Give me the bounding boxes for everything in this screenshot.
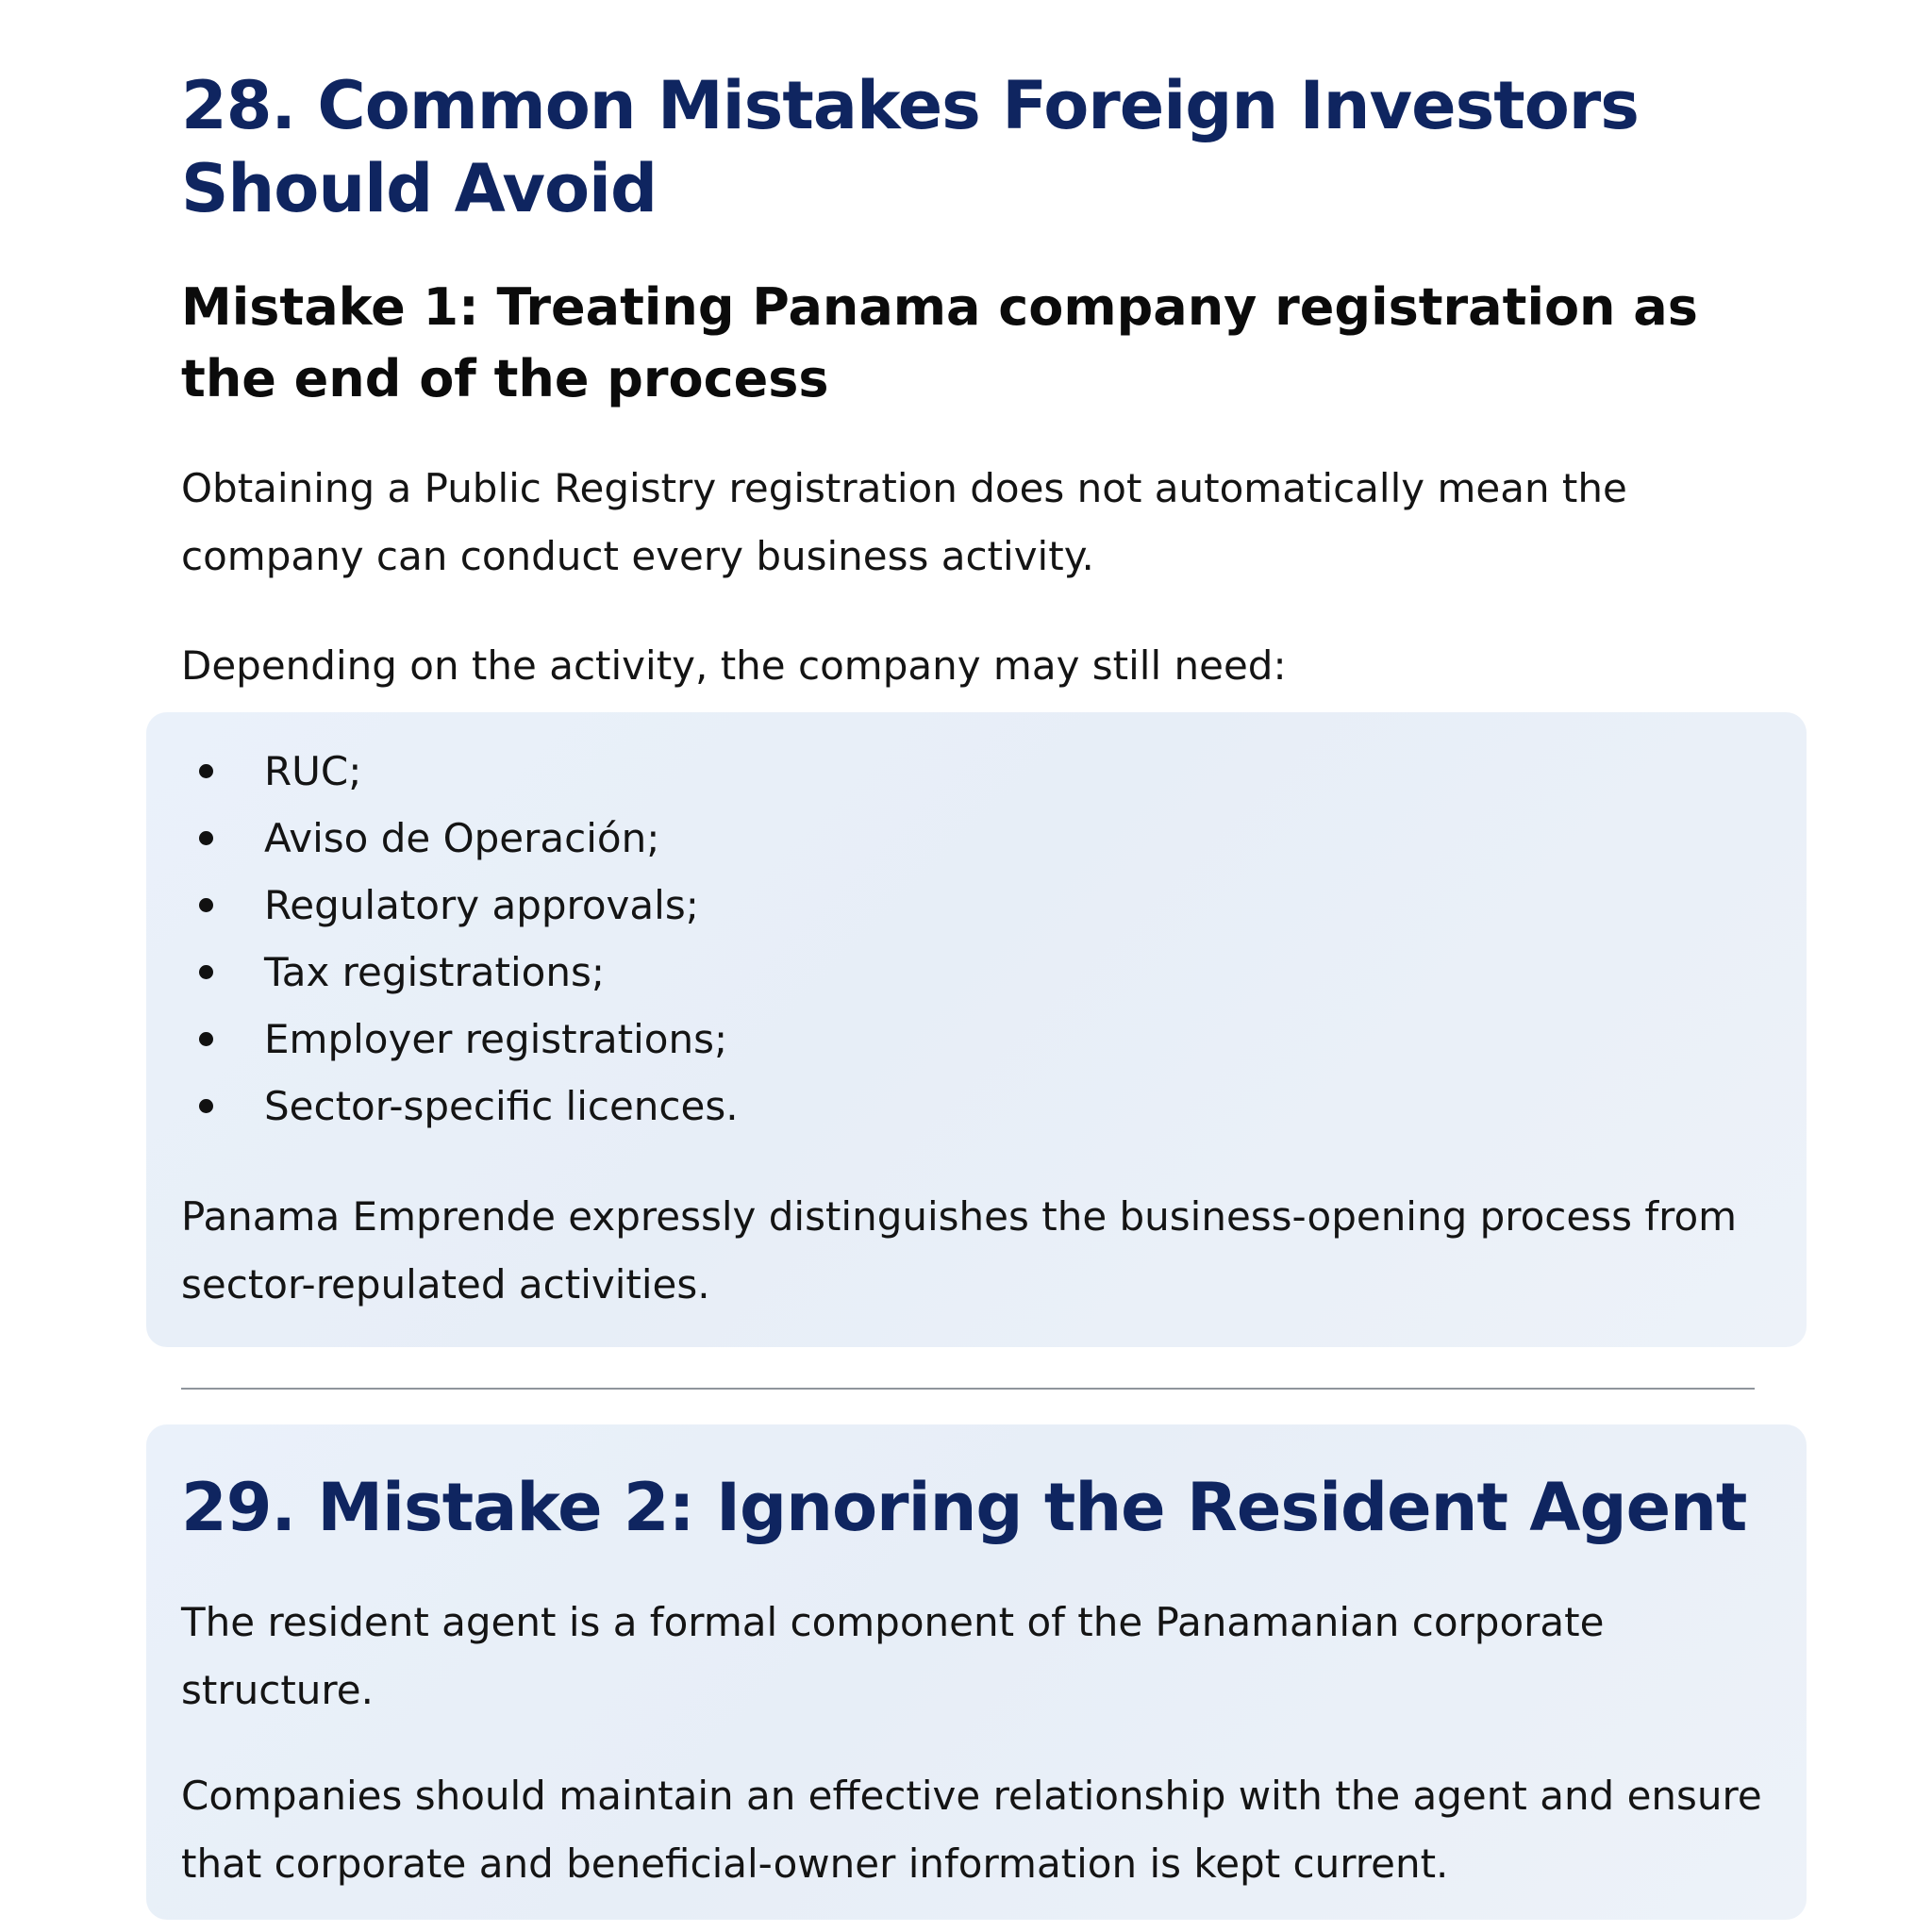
- bullet-dot-icon: [199, 1032, 213, 1046]
- relationship-paragraph: Companies should maintain an effective relationship with the agent and ensure that corporate and beneficial-owner information is kept current.: [181, 1773, 1762, 1887]
- list-item: [181, 805, 1690, 872]
- requirement-regulatory-approvals: Regulatory approvals;: [264, 882, 699, 928]
- panama-emprende-paragraph: Panama Emprende expressly distinguishes the business-opening process from sector-repulated activities.: [181, 1193, 1738, 1307]
- requirement-ruc: RUC;: [264, 748, 362, 794]
- list-item: [181, 738, 1690, 805]
- bullet-dot-icon: [199, 1099, 213, 1113]
- section-28-heading: 28. Common Mistakes Foreign Investors Should Avoid: [181, 67, 1639, 227]
- requirement-sector-licences: Sector-specific licences.: [264, 1083, 739, 1129]
- requirement-employer-registrations: Employer registrations;: [264, 1016, 728, 1062]
- mistake-1-heading: Mistake 1: Treating Panama company registration as the end of the process: [181, 277, 1698, 408]
- bullet-dot-icon: [199, 764, 213, 778]
- section-divider: [181, 1388, 1755, 1390]
- list-item: [181, 1006, 1690, 1073]
- requirement-tax-registrations: Tax registrations;: [264, 949, 605, 995]
- list-item: [181, 939, 1690, 1006]
- requirements-list: [181, 738, 1690, 1140]
- mistake-1-paragraph-registry: Obtaining a Public Registry registration does not automatically mean the company can conduct every business activity.: [181, 465, 1627, 579]
- mistake-1-paragraph-needs-intro: Depending on the activity, the company may still need:: [181, 642, 1287, 689]
- requirement-aviso-de-operacion: Aviso de Operación;: [264, 815, 660, 861]
- resident-agent-paragraph: The resident agent is a formal component of the Panamanian corporate structure.: [181, 1599, 1605, 1713]
- bullet-dot-icon: [199, 898, 213, 912]
- list-item: [181, 872, 1690, 939]
- section-29-heading: 29. Mistake 2: Ignoring the Resident Agent: [181, 1469, 1747, 1546]
- bullet-dot-icon: [199, 965, 213, 979]
- bullet-dot-icon: [199, 831, 213, 845]
- list-item: [181, 1073, 1690, 1140]
